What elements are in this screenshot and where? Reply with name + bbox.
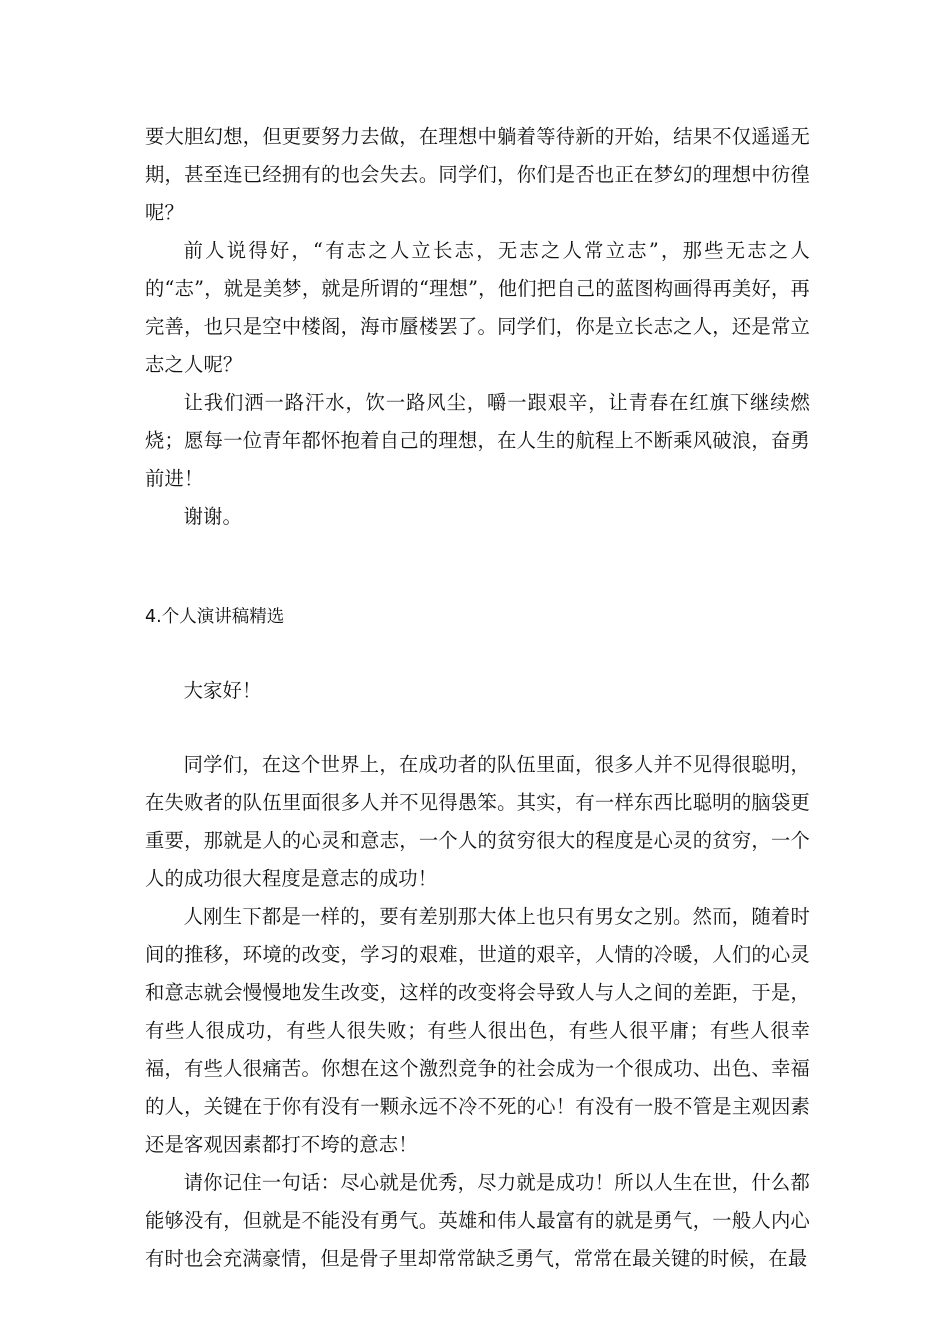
- section-heading: 4.个人演讲稿精选: [145, 607, 285, 627]
- paragraph-success-will: 同学们，在这个世界上，在成功者的队伍里面，很多人并不见得很聪明，在失败者的队伍里面很多人并不见得愚笨。其实，有一样东西比聪明的脑袋更重要，那就是人的心灵和意志，一个人的贫穷很大的程度是心灵的贫穷，一个人的成功很大程度是意志的成功！: [145, 753, 810, 890]
- paragraph-closing-call: 让我们洒一路汗水，饮一路风尘，嚼一跟艰辛，让青春在红旗下继续燃烧；愿每一位青年都怀抱着自己的理想，在人生的航程上不断乘风破浪，奋勇前进！: [145, 391, 810, 490]
- heading-gap: [145, 636, 810, 672]
- paragraph-thanks: 谢谢。: [183, 505, 243, 528]
- greeting: 大家好！: [183, 679, 262, 702]
- document-body: [145, 118, 810, 1278]
- paragraph-differences: 人刚生下都是一样的，要有差别那大体上也只有男女之别。然而，随着时间的推移，环境的改变，学习的艰难，世道的艰辛，人情的冷暖，人们的心灵和意志就会慢慢地发生改变，这样的改变将会导致人与人之间的差距，于是，有些人很成功，有些人很失败；有些人很出色，有些人很平庸；有些人很幸福，有些人很痛苦。你想在这个激烈竞争的社会成为一个很成功、出色、幸福的人，关键在于你有没有一颗永远不冷不死的心！有没有一股不管是主观因素还是客观因素都打不垮的意志！: [145, 905, 810, 1156]
- paragraph-continued: 要大胆幻想，但更要努力去做，在理想中躺着等待新的开始，结果不仅遥遥无期，甚至连已经拥有的也会失去。同学们，你们是否也正在梦幻的理想中彷徨呢？: [145, 125, 810, 224]
- paragraph-courage: 请你记住一句话：尽心就是优秀，尽力就是成功！所以人生在世，什么都能够没有，但就是不能没有勇气。英雄和伟人最富有的就是勇气，一般人内心有时也会充满豪情，但是骨子里却常常缺乏勇气，常常在最关键的时候，在最: [145, 1171, 810, 1270]
- greeting-gap: [145, 710, 810, 746]
- paragraph-quote-ambition: 前人说得好，“有志之人立长志，无志之人常立志”，那些无志之人的“志”，就是美梦，就是所谓的“理想”，他们把自己的蓝图构画得再美好，再完善，也只是空中楼阁，海市蜃楼罢了。同学们，你是立长志之人，还是常立志之人呢？: [145, 239, 810, 376]
- section-gap: [145, 536, 810, 598]
